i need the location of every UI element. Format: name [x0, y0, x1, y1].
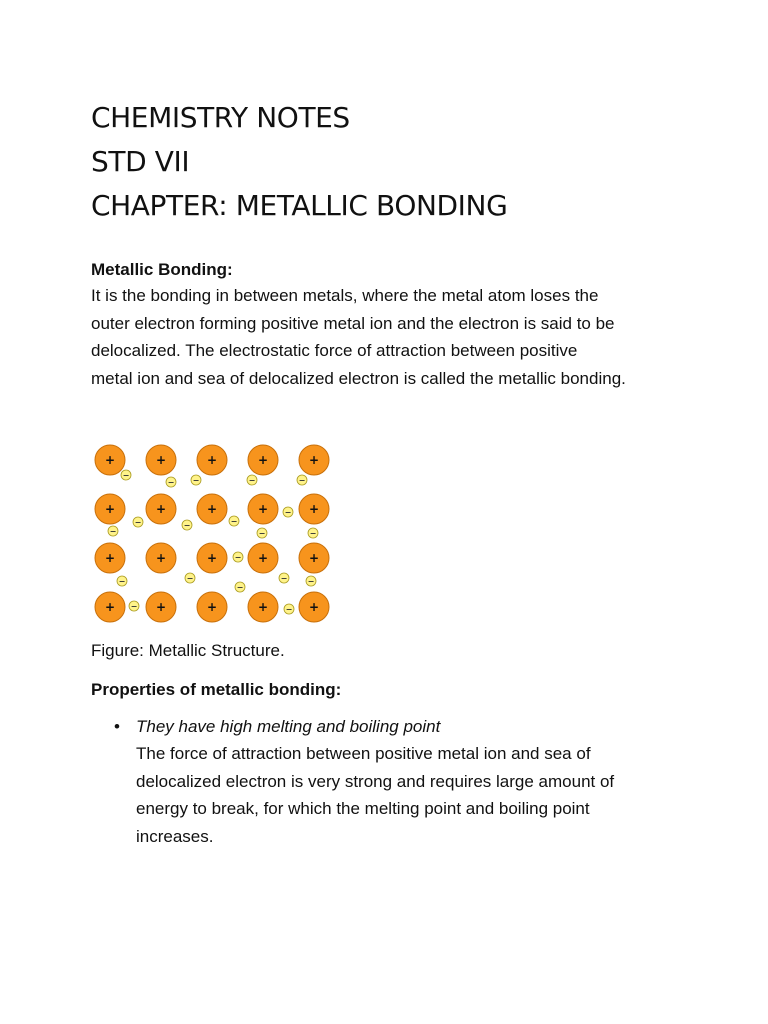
electron-charge-label: −: [230, 517, 238, 526]
ion-charge-label: +: [155, 600, 167, 614]
delocalized-electron: [284, 604, 294, 614]
metal-ion: [95, 592, 125, 622]
delocalized-electron: [182, 520, 192, 530]
delocalized-electron: [185, 573, 195, 583]
metal-ion: [299, 494, 329, 524]
bullet-marker: •: [114, 717, 120, 736]
paragraph-line: outer electron forming positive metal ion and the electron is said to be: [91, 313, 615, 333]
title-line: CHEMISTRY NOTES: [91, 101, 350, 134]
metal-ion: [146, 494, 176, 524]
ion-charge-label: +: [308, 600, 320, 614]
title-line: STD VII: [91, 145, 190, 178]
description-line: increases.: [136, 826, 214, 846]
ion-charge-label: +: [206, 502, 218, 516]
section-heading: Metallic Bonding:: [91, 260, 233, 279]
metal-ion: [299, 592, 329, 622]
ion-charge-label: +: [308, 453, 320, 467]
document-title: [91, 96, 507, 228]
delocalized-electron: [279, 573, 289, 583]
delocalized-electron: [297, 475, 307, 485]
ion-charge-label: +: [104, 600, 116, 614]
property-item: [136, 714, 696, 850]
metallic-structure-diagram: [86, 432, 346, 632]
metal-ion: [95, 494, 125, 524]
metal-ion: [95, 445, 125, 475]
electron-charge-label: −: [130, 602, 138, 611]
ion-charge-label: +: [206, 551, 218, 565]
ion-charge-label: +: [104, 551, 116, 565]
ion-charge-label: +: [257, 600, 269, 614]
delocalized-electron: [257, 528, 267, 538]
electron-charge-label: −: [192, 476, 200, 485]
delocalized-electron: [229, 516, 239, 526]
metal-ion: [146, 592, 176, 622]
section-paragraph: [91, 282, 691, 392]
delocalized-electron: [283, 507, 293, 517]
electron-charge-label: −: [234, 553, 242, 562]
paragraph-line: delocalized. The electrostatic force of attraction between positive: [91, 341, 578, 360]
electron-charge-label: −: [280, 574, 288, 583]
delocalized-electron: [117, 576, 127, 586]
electron-charge-label: −: [285, 605, 293, 614]
description-line: delocalized electron is very strong and requires large amount of: [136, 771, 615, 791]
ion-charge-label: +: [155, 502, 167, 516]
ion-charge-label: +: [206, 453, 218, 467]
ion-charge-label: +: [155, 453, 167, 467]
electron-charge-label: −: [284, 508, 292, 517]
description-line: The force of attraction between positive metal ion and sea of: [136, 744, 591, 763]
ion-charge-label: +: [257, 502, 269, 516]
metal-ion: [248, 445, 278, 475]
ion-charge-label: +: [257, 453, 269, 467]
ion-charge-label: +: [257, 551, 269, 565]
metal-ion: [197, 445, 227, 475]
paragraph-line: It is the bonding in between metals, where the metal atom loses the: [91, 286, 599, 305]
metal-ion: [95, 543, 125, 573]
metal-ion: [248, 543, 278, 573]
property-description: [136, 740, 696, 850]
ion-charge-label: +: [308, 551, 320, 565]
metal-ion: [197, 494, 227, 524]
electron-charge-label: −: [134, 518, 142, 527]
electron-charge-label: −: [248, 476, 256, 485]
electron-charge-label: −: [186, 574, 194, 583]
electron-charge-label: −: [236, 583, 244, 592]
delocalized-electron: [108, 526, 118, 536]
delocalized-electron: [235, 582, 245, 592]
metal-ion: [299, 543, 329, 573]
delocalized-electron: [191, 475, 201, 485]
electron-charge-label: −: [122, 471, 130, 480]
title-line: CHAPTER: METALLIC BONDING: [91, 189, 508, 222]
properties-heading: Properties of metallic bonding:: [91, 680, 342, 699]
metallic-structure-figure: [86, 432, 346, 632]
delocalized-electron: [121, 470, 131, 480]
electron-charge-label: −: [183, 521, 191, 530]
delocalized-electron: [308, 528, 318, 538]
metal-ion: [248, 494, 278, 524]
metal-ion: [248, 592, 278, 622]
figure-caption: Figure: Metallic Structure.: [91, 641, 285, 660]
delocalized-electron: [233, 552, 243, 562]
paragraph-line: metal ion and sea of delocalized electron is called the metallic bonding.: [91, 368, 626, 388]
electron-charge-label: −: [167, 478, 175, 487]
ion-charge-label: +: [155, 551, 167, 565]
metal-ion: [146, 445, 176, 475]
description-line: energy to break, for which the melting point and boiling point: [136, 799, 590, 818]
ion-charge-label: +: [308, 502, 320, 516]
electron-charge-label: −: [258, 529, 266, 538]
metal-ion: [299, 445, 329, 475]
electron-charge-label: −: [109, 527, 117, 536]
delocalized-electron: [133, 517, 143, 527]
delocalized-electron: [306, 576, 316, 586]
ion-charge-label: +: [206, 600, 218, 614]
delocalized-electron: [166, 477, 176, 487]
metal-ion: [146, 543, 176, 573]
electron-charge-label: −: [118, 577, 126, 586]
electron-charge-label: −: [307, 577, 315, 586]
ion-charge-label: +: [104, 453, 116, 467]
electron-charge-label: −: [298, 476, 306, 485]
metal-ion: [197, 543, 227, 573]
delocalized-electron: [247, 475, 257, 485]
ion-charge-label: +: [104, 502, 116, 516]
delocalized-electron: [129, 601, 139, 611]
metal-ion: [197, 592, 227, 622]
property-title: They have high melting and boiling point: [136, 717, 441, 736]
electron-charge-label: −: [309, 529, 317, 538]
